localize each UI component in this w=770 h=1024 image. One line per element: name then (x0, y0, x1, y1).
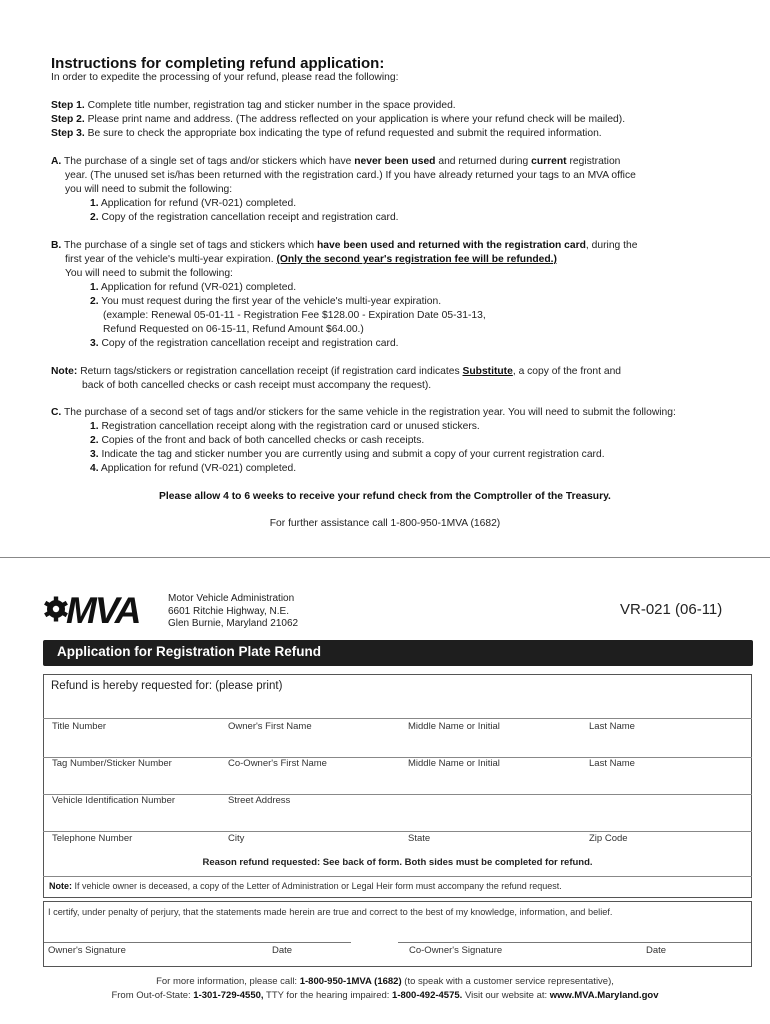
item-number: 2. (90, 212, 99, 223)
street-address-field[interactable]: Street Address (228, 795, 291, 806)
section-letter: C. (51, 407, 62, 418)
section-b-example-1: (example: Renewal 05-01-11 - Registration Fee $128.00 - Expiration Date 05-31-13, (103, 310, 486, 321)
vin-field[interactable]: Vehicle Identification Number (52, 795, 176, 806)
section-letter: B. (51, 240, 62, 251)
text: and returned during (438, 156, 529, 167)
form-title: Application for Registration Plate Refund (57, 644, 322, 659)
reason-instruction: Reason refund requested: See back of form. Both sides must be completed for refund. (202, 857, 593, 868)
text: The purchase of a single set of tags and stickers which (64, 240, 315, 251)
text: TTY for the hearing impaired: (266, 990, 390, 1001)
section-b-item-1 (90, 281, 296, 295)
section-b-line-1 (51, 239, 637, 253)
field-divider (43, 718, 752, 719)
note-line-1 (51, 365, 621, 379)
org-address-1: 6601 Ritchie Highway, N.E. (168, 605, 289, 617)
step-text: Complete title number, registration tag and sticker number in the space provided. (87, 100, 456, 111)
coowner-middle-name-field[interactable]: Middle Name or Initial (408, 758, 500, 769)
item-text: Copy of the registration cancellation receipt and registration card. (101, 338, 399, 349)
deceased-owner-note (49, 881, 562, 891)
section-a-line-2: year. (The unused set is/has been returned with the registration card.) If you have already returned your tags to an MVA office (65, 170, 636, 181)
owner-last-name-field[interactable]: Last Name (589, 721, 635, 732)
coowner-first-name-field[interactable]: Co-Owner's First Name (228, 758, 327, 769)
text: Visit our website at: (464, 990, 548, 1001)
section-a-item-1 (90, 197, 296, 211)
section-a-line-1 (51, 155, 620, 169)
field-divider (43, 876, 752, 877)
section-c-item-3 (90, 448, 605, 462)
emphasis (463, 366, 513, 377)
cut-line (0, 557, 770, 558)
zip-code-field[interactable]: Zip Code (589, 833, 628, 844)
text: , during the (585, 240, 638, 251)
owner-signature-field[interactable]: Owner's Signature (48, 945, 126, 956)
item-text: Registration cancellation receipt along with the registration card or unused stickers. (101, 421, 480, 432)
owner-date-field[interactable]: Date (272, 945, 293, 956)
item-text: Application for refund (VR-021) completed. (100, 463, 297, 474)
item-number: 1. (90, 198, 99, 209)
item-text: Copies of the front and back of both cancelled checks or cash receipts. (101, 435, 425, 446)
text: From Out-of-State: (111, 990, 191, 1001)
item-number: 4. (90, 463, 99, 474)
refund-timing-notice: Please allow 4 to 6 weeks to receive your refund check from the Comptroller of the Treasury. (159, 491, 611, 502)
item-number: 3. (90, 449, 99, 460)
underlined-text: Substitute (462, 366, 513, 377)
item-text: Indicate the tag and sticker number you are currently using and submit a copy of your current registration card. (101, 449, 605, 460)
section-b-example-2: Refund Requested on 06-15-11, Refund Amount $64.00.) (103, 324, 364, 335)
owner-first-name-field[interactable]: Owner's First Name (228, 721, 312, 732)
telephone-field[interactable]: Telephone Number (52, 833, 133, 844)
section-b-item-2 (90, 295, 441, 309)
text: registration (569, 156, 621, 167)
city-field[interactable]: City (228, 833, 245, 844)
form-number: VR-021 (06-11) (620, 601, 723, 618)
org-block (168, 593, 298, 631)
text: For more information, please call: (156, 976, 298, 987)
text: The purchase of a second set of tags and/or stickers for the same vehicle in the registration year. You will need to submit the following: (64, 407, 676, 418)
item-number: 3. (90, 338, 99, 349)
step-label: Step 1. (51, 100, 85, 111)
mva-logo (43, 591, 165, 625)
instructions-intro: In order to expedite the processing of your refund, please read the following: (51, 72, 399, 83)
phone: 1-800-492-4575. (392, 990, 463, 1001)
note-line-2: back of both cancelled checks or cash receipt must accompany the request). (82, 380, 432, 391)
text: Return tags/stickers or registration cancellation receipt (if registration card indicates (80, 366, 460, 377)
section-letter: A. (51, 156, 62, 167)
coowner-date-field[interactable]: Date (646, 945, 667, 956)
coowner-signature-field[interactable]: Co-Owner's Signature (409, 945, 503, 956)
certification-statement: I certify, under penalty of perjury, that the statements made herein are true and correct to the best of my knowledge, information, and belief. (48, 907, 613, 917)
emphasis (276, 254, 557, 265)
section-c-item-4 (90, 462, 296, 476)
section-c-item-1 (90, 420, 480, 434)
owner-signature-line (44, 942, 351, 943)
emphasis: current (531, 156, 567, 167)
item-number: 1. (90, 282, 99, 293)
coowner-last-name-field[interactable]: Last Name (589, 758, 635, 769)
field-divider (43, 831, 752, 832)
step-label: Step 2. (51, 114, 85, 125)
footer-line-1 (0, 976, 770, 987)
item-text: Application for refund (VR-021) completed. (100, 198, 297, 209)
text: The purchase of a single set of tags and/or stickers which have (64, 156, 352, 167)
emphasis: have been used and returned with the registration card (317, 240, 586, 251)
mva-logo-icon (43, 591, 165, 625)
owner-middle-name-field[interactable]: Middle Name or Initial (408, 721, 500, 732)
note-label: Note: (51, 366, 78, 377)
website-link[interactable]: www.MVA.Maryland.gov (549, 990, 659, 1001)
logo-text: MVA (66, 591, 140, 625)
phone: 1-301-729-4550, (193, 990, 264, 1001)
note-label: Note: (49, 881, 72, 891)
step-1 (51, 99, 456, 113)
step-2 (51, 113, 625, 127)
text: , a copy of the front and (512, 366, 622, 377)
assistance-line: For further assistance call 1-800-950-1MVA (1682) (269, 518, 501, 529)
step-text: Please print name and address. (The address reflected on your application is where your refund check will be mailed). (87, 114, 626, 125)
state-field[interactable]: State (408, 833, 431, 844)
emphasis: never been used (354, 156, 436, 167)
step-text: Be sure to check the appropriate box indicating the type of refund requested and submit the required information. (87, 128, 602, 139)
item-number: 2. (90, 435, 99, 446)
text: first year of the vehicle's multi-year expiration. (65, 254, 274, 265)
request-label: Refund is hereby requested for: (please print) (51, 680, 283, 692)
footer-line-2 (0, 990, 770, 1001)
item-text: Copy of the registration cancellation receipt and registration card. (101, 212, 399, 223)
title-number-field[interactable]: Title Number (52, 721, 107, 732)
coowner-signature-line (398, 942, 751, 943)
step-label: Step 3. (51, 128, 85, 139)
org-name: Motor Vehicle Administration (168, 593, 295, 604)
section-b-line-3: You will need to submit the following: (65, 268, 233, 279)
step-3 (51, 127, 602, 141)
item-number: 2. (90, 296, 99, 307)
section-a-line-3: you will need to submit the following: (65, 184, 233, 195)
section-b-line-2 (65, 253, 557, 267)
item-text: You must request during the first year of the vehicle's multi-year expiration. (101, 296, 442, 307)
section-c-item-2 (90, 434, 424, 448)
item-text: Application for refund (VR-021) completed. (100, 282, 297, 293)
item-number: 1. (90, 421, 99, 432)
note-text: If vehicle owner is deceased, a copy of the Letter of Administration or Legal Heir form must accompany the refund request. (74, 881, 562, 891)
section-c-line-1 (51, 406, 676, 420)
underlined-text: (Only the second year's registration fee will be refunded.) (276, 254, 557, 265)
instructions-heading: Instructions for completing refund application: (51, 55, 385, 72)
section-a-item-2 (90, 211, 399, 225)
tag-sticker-number-field[interactable]: Tag Number/Sticker Number (52, 758, 172, 769)
phone: 1-800-950-1MVA (1682) (299, 976, 402, 987)
section-b-item-3 (90, 337, 399, 351)
org-address-2: Glen Burnie, Maryland 21062 (168, 618, 299, 629)
text: (to speak with a customer service representative), (404, 976, 614, 987)
